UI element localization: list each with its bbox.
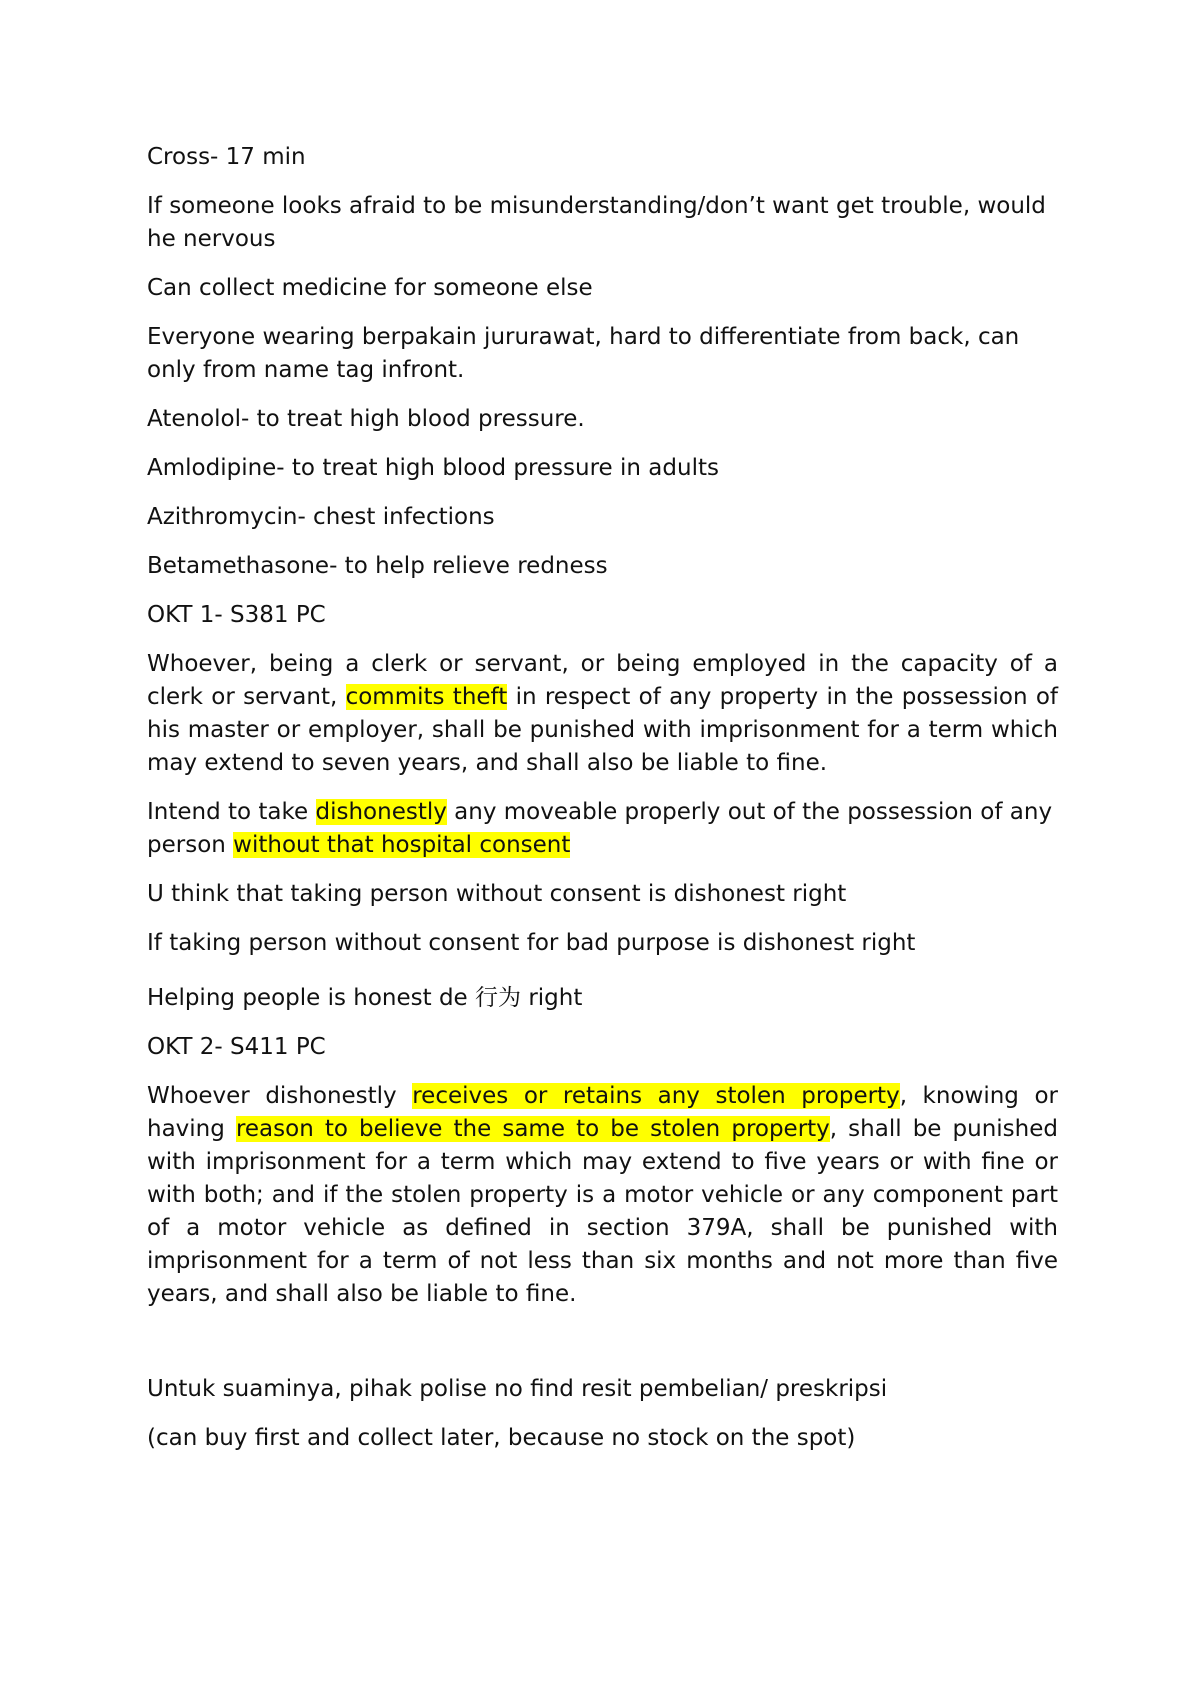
s411-paragraph: [147, 1080, 1058, 1311]
intend-text-1: Intend to take: [147, 799, 316, 825]
document-body: [147, 141, 1058, 1471]
s381-text-2: in respect of any property in the possession of his master or employer, shall be punished with imprisonment for a term which may extend to seven years, and shall also be liable to fine.: [147, 684, 1059, 776]
uniform-line: Everyone wearing berpakain jururawat, hard to differentiate from back, can only from name tag infront.: [147, 324, 1020, 383]
azithromycin-line: Azithromycin- chest infections: [147, 504, 495, 530]
intend-highlight-dishonestly: dishonestly: [315, 799, 447, 825]
s411-text-3: , shall be punished with imprisonment for a term which may extend to five years or with fine or with both; and if the stolen property is a motor vehicle or any component part of a motor vehicle as defined in section 379A, shall be punished with imprisonment for a term of not less than six months and not more than five years, and shall also be liable to fine.: [147, 1116, 1058, 1307]
intend-highlight-consent: without that hospital consent: [233, 832, 571, 858]
untuk-line: Untuk suaminya, pihak polise no find resit pembelian/ preskripsi: [147, 1376, 888, 1402]
question-line-3: Helping people is honest de 行为 right: [147, 985, 583, 1011]
okt2-heading: OKT 2- S411 PC: [147, 1034, 326, 1060]
s411-highlight-receives: receives or retains any stolen property: [412, 1083, 900, 1109]
amlodipine-line: Amlodipine- to treat high blood pressure in adults: [147, 455, 719, 481]
cross-line: Cross- 17 min: [147, 144, 306, 170]
collect-medicine-line: Can collect medicine for someone else: [147, 275, 593, 301]
s381-text-1: Whoever, being a clerk or servant, or being employed in the capacity of a clerk or servant,: [147, 651, 1058, 710]
buy-later-line: (can buy first and collect later, because no stock on the spot): [147, 1425, 856, 1451]
atenolol-line: Atenolol- to treat high blood pressure.: [147, 406, 585, 432]
question-line-2: If taking person without consent for bad purpose is dishonest right: [147, 930, 916, 956]
s411-text-2: , knowing or having: [147, 1083, 1058, 1142]
s411-highlight-reason: reason to believe the same to be stolen property: [235, 1116, 830, 1142]
question-line-1: U think that taking person without consent is dishonest right: [147, 881, 847, 907]
intend-paragraph: [147, 796, 1058, 862]
s411-text-1: Whoever dishonestly: [147, 1083, 413, 1109]
okt1-heading: OKT 1- S381 PC: [147, 602, 326, 628]
betamethasone-line: Betamethasone- to help relieve redness: [147, 553, 608, 579]
s381-highlight-commits-theft: commits theft: [345, 684, 508, 710]
intend-text-2: any moveable properly out of the possession of any person: [147, 799, 1053, 858]
afraid-question: If someone looks afraid to be misunderstanding/don’t want get trouble, would he nervous: [147, 193, 1046, 252]
s381-paragraph: [147, 648, 1058, 780]
